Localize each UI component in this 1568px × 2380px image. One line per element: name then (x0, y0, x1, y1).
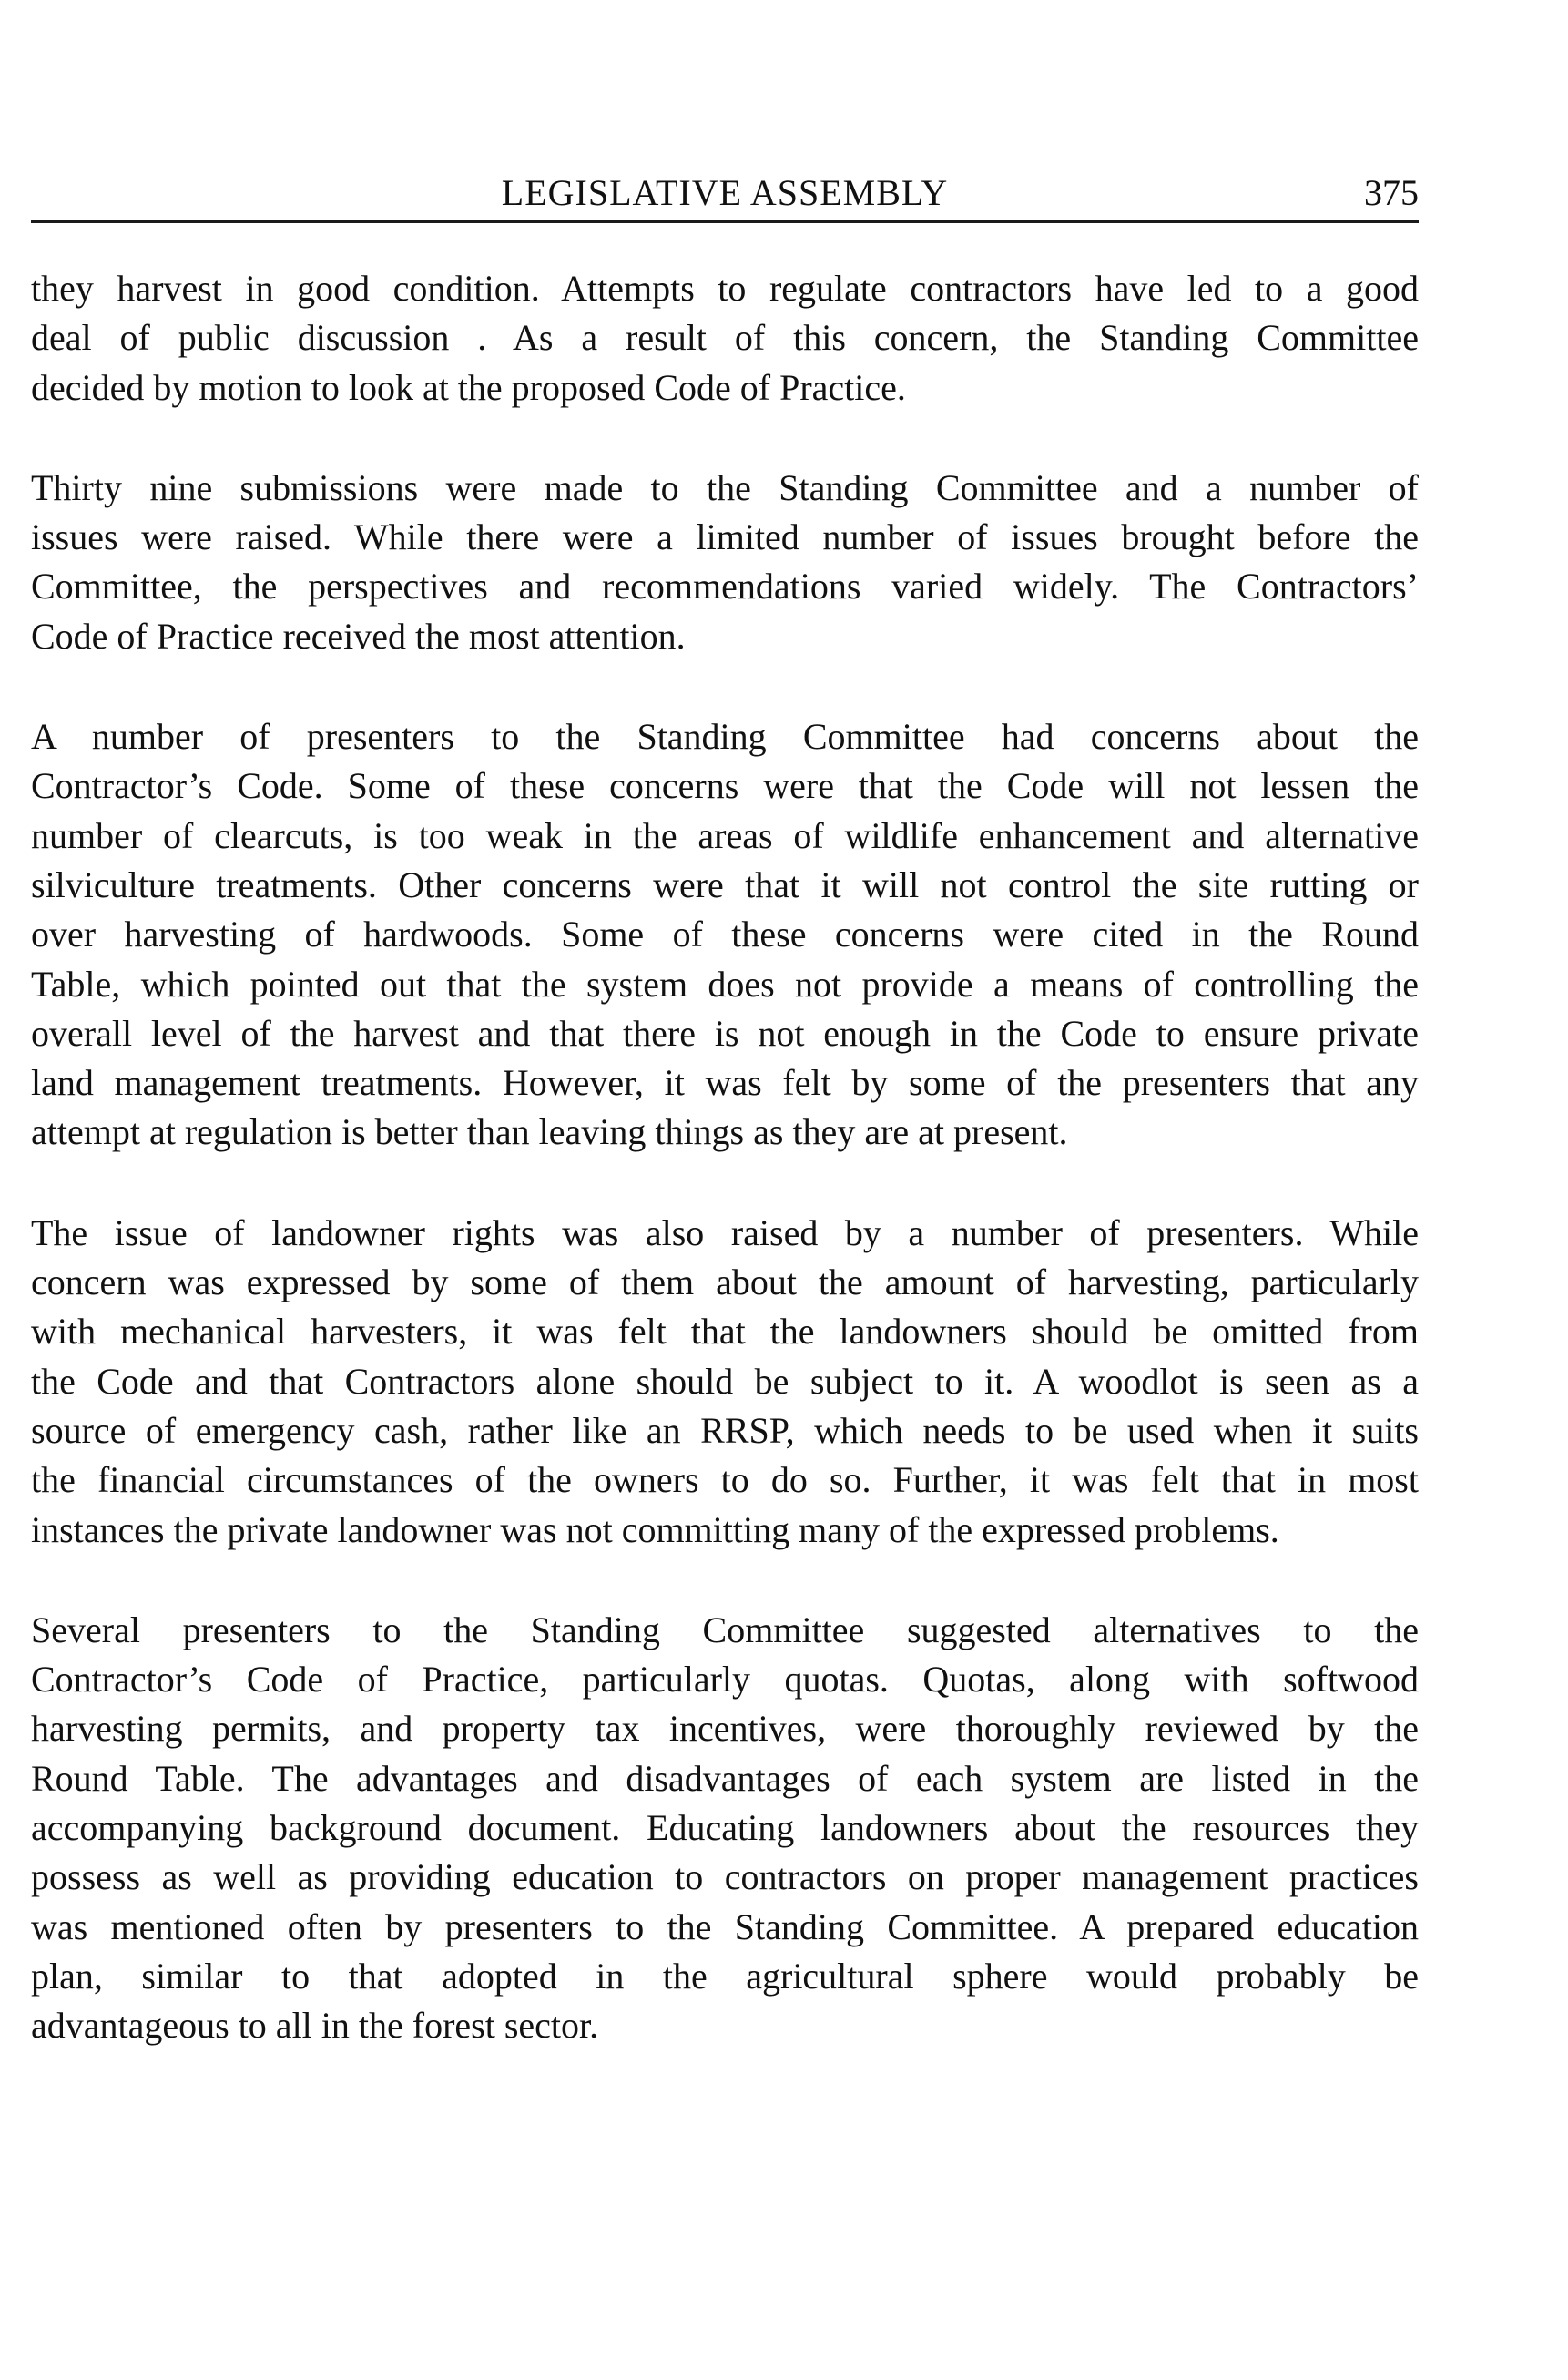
paragraph-landowner-rights (31, 1209, 1419, 1555)
text-line: they harvest in good condition. Attempts to regulate contractors have led to a good (31, 268, 1419, 309)
text-line: concern was expressed by some of them about the amount of harvesting, particularly (31, 1262, 1419, 1303)
header-title: LEGISLATIVE ASSEMBLY (501, 172, 949, 213)
text-line: Thirty nine submissions were made to the Standing Committee and a number of (31, 466, 1419, 508)
paragraph-submissions (31, 464, 1419, 661)
text-line: advantageous to all in the forest sector. (31, 2005, 599, 2047)
text-line: the financial circumstances of the owners to do so. Further, it was felt that in most (31, 1459, 1419, 1501)
text-line: A number of presenters to the Standing Committee had concerns about the (31, 716, 1419, 758)
text-line: was mentioned often by presenters to the Standing Committee. A prepared education (31, 1905, 1419, 1947)
text-line: Contractor’s Code of Practice, particularly quotas. Quotas, along with softwood (31, 1659, 1419, 1701)
body-text (31, 264, 1419, 2102)
text-line: Contractor’s Code. Some of these concerns were that the Code will not lessen the (31, 765, 1419, 807)
text-line: Table, which pointed out that the system does not provide a means of controlling the (31, 963, 1419, 1005)
text-line: over harvesting of hardwoods. Some of these concerns were cited in the Round (31, 914, 1419, 955)
text-line: Several presenters to the Standing Committee suggested alternatives to the (31, 1609, 1419, 1650)
text-line: Committee, the perspectives and recommendations varied widely. The Contractors’ (31, 566, 1419, 608)
paragraph-code-concerns (31, 712, 1419, 1158)
text-line: possess as well as providing education to contractors on proper management practices (31, 1856, 1419, 1898)
paragraph-alternatives (31, 1606, 1419, 2051)
running-header (31, 164, 1419, 223)
text-line: attempt at regulation is better than leaving things as they are at present. (31, 1111, 1068, 1153)
text-line: deal of public discussion . As a result of this concern, the Standing Committee (31, 317, 1419, 359)
text-line: Code of Practice received the most attention. (31, 615, 686, 657)
text-line: land management treatments. However, it was felt by some of the presenters that any (31, 1062, 1419, 1104)
text-line: plan, similar to that adopted in the agricultural sphere would probably be (31, 1955, 1419, 1997)
text-line: the Code and that Contractors alone should be subject to it. A woodlot is seen as a (31, 1360, 1419, 1402)
text-line: decided by motion to look at the proposed Code of Practice. (31, 366, 906, 408)
text-line: number of clearcuts, is too weak in the areas of wildlife enhancement and alternative (31, 814, 1419, 856)
text-line: with mechanical harvesters, it was felt that the landowners should be omitted from (31, 1311, 1419, 1353)
text-line: instances the private landowner was not committing many of the expressed problems. (31, 1508, 1279, 1550)
text-line: silviculture treatments. Other concerns were that it will not control the site rutting or (31, 863, 1419, 905)
text-line: overall level of the harvest and that there is not enough in the Code to ensure private (31, 1012, 1419, 1054)
text-line: The issue of landowner rights was also raised by a number of presenters. While (31, 1211, 1419, 1253)
text-line: harvesting permits, and property tax incentives, were thoroughly reviewed by the (31, 1708, 1419, 1750)
text-line: source of emergency cash, rather like an RRSP, which needs to be used when it suits (31, 1409, 1419, 1451)
text-line: accompanying background document. Educating landowners about the resources they (31, 1807, 1419, 1849)
text-line: Round Table. The advantages and disadvantages of each system are listed in the (31, 1757, 1419, 1799)
text-line: issues were raised. While there were a limited number of issues brought before the (31, 516, 1419, 558)
paragraph-harvest-condition (31, 264, 1419, 413)
page-number: 375 (1364, 172, 1419, 213)
